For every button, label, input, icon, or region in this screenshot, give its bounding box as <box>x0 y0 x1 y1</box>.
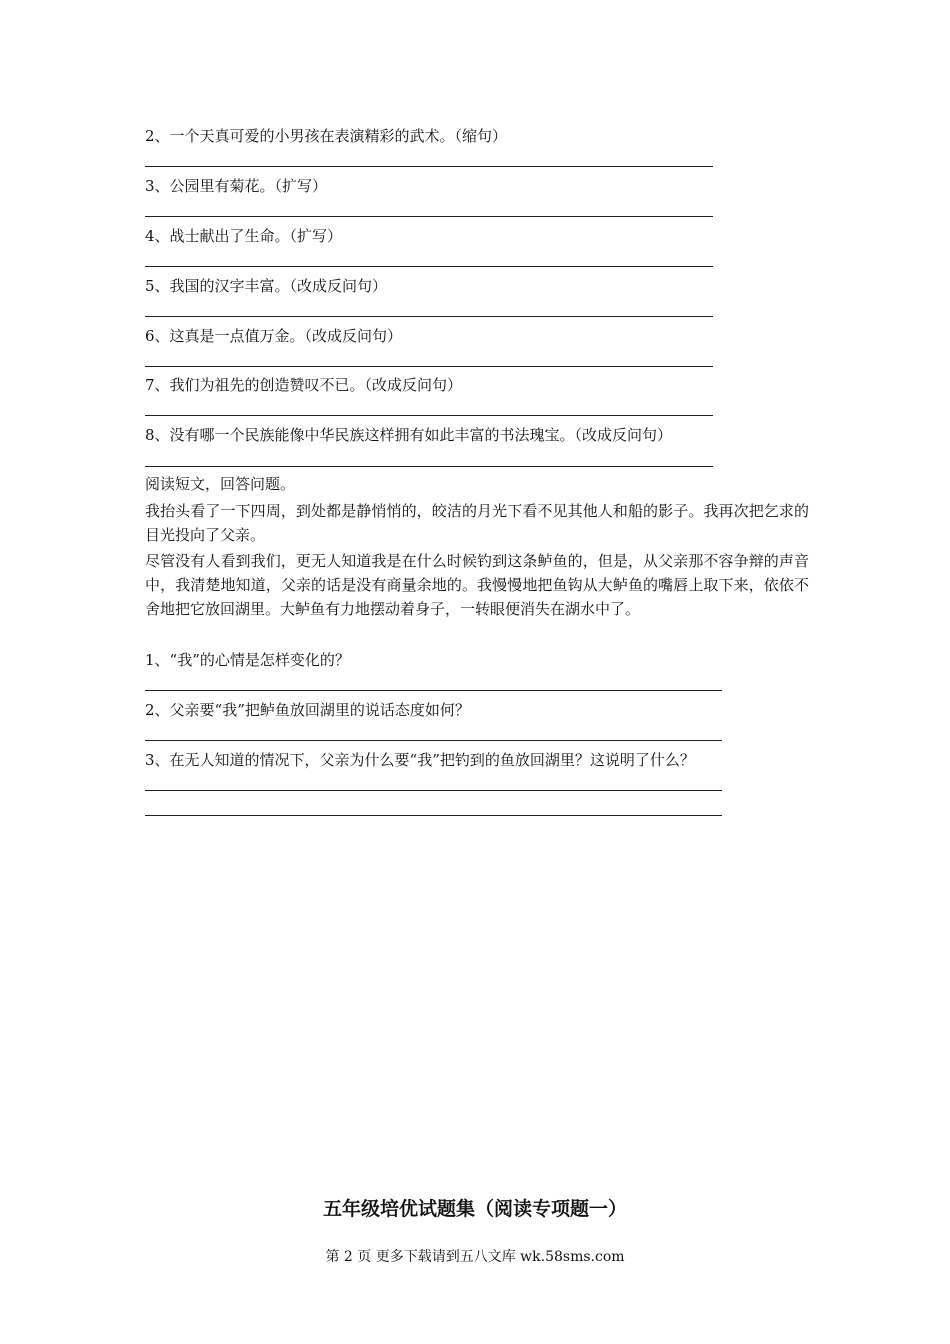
answer-line <box>145 815 722 816</box>
reading-question-1: 1、“我”的心情是怎样变化的？ <box>145 651 350 669</box>
answer-line <box>145 790 722 791</box>
reading-question-2: 2、父亲要“我”把鲈鱼放回湖里的说话态度如何？ <box>145 701 470 719</box>
page-footer: 第 2 页 更多下载请到五八文库 wk.58sms.com <box>325 1249 625 1265</box>
answer-line <box>145 216 713 217</box>
page-title: 五年级培优试题集（阅读专项题一） <box>322 1198 627 1220</box>
question-8: 8、没有哪一个民族能像中华民族这样拥有如此丰富的书法瑰宝。（改成反问句） <box>145 426 673 444</box>
reading-question-3: 3、在无人知道的情况下，父亲为什么要“我”把钓到的鱼放回湖里？这说明了什么？ <box>145 751 695 769</box>
question-6: 6、这真是一点值万金。（改成反问句） <box>145 327 403 345</box>
question-5: 5、我国的汉字丰富。（改成反问句） <box>145 277 388 295</box>
question-2: 2、一个天真可爱的小男孩在表演精彩的武术。（缩句） <box>145 127 508 145</box>
reading-paragraph-2: 尽管没有人看到我们，更无人知道我是在什么时候钓到这条鲈鱼的，但是，从父亲那不容争辩的声音中，我清楚地知道，父亲的话是没有商量余地的。我慢慢地把鱼钩从大鲈鱼的嘴唇上取下来，依依不舍地把它放回湖里。大鲈鱼有力地摆动着身子，一转眼便消失在湖水中了。 <box>145 552 809 618</box>
answer-line <box>145 690 722 691</box>
reading-paragraph-1: 我抬头看了一下四周，到处都是静悄悄的，皎洁的月光下看不见其他人和船的影子。我再次把乞求的目光投向了父亲。 <box>145 502 809 544</box>
answer-line <box>145 166 713 167</box>
question-7: 7、我们为祖先的创造赞叹不已。（改成反问句） <box>145 376 463 394</box>
answer-line <box>145 266 713 267</box>
answer-line <box>145 366 713 367</box>
question-3: 3、公园里有菊花。（扩写） <box>145 177 328 195</box>
reading-instruction: 阅读短文，回答问题。 <box>145 475 296 493</box>
answer-line <box>145 466 713 467</box>
answer-line <box>145 415 713 416</box>
question-4: 4、战士献出了生命。（扩写） <box>145 227 343 245</box>
answer-line <box>145 740 722 741</box>
answer-line <box>145 316 713 317</box>
